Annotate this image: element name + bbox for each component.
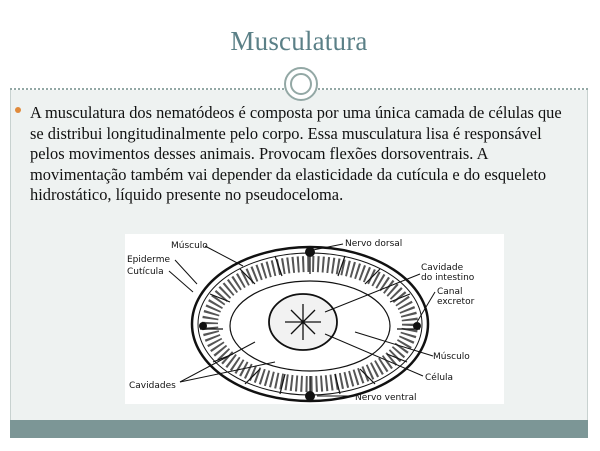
excretory-canal-left: [199, 322, 207, 330]
label-nervo-ventral: Nervo ventral: [355, 393, 417, 403]
bullet-paragraph: [30, 103, 570, 206]
dorsal-nerve: [305, 247, 315, 257]
ventral-nerve: [305, 391, 315, 401]
label-cavidades: Cavidades: [129, 381, 176, 391]
excretory-canal-right: [413, 322, 421, 330]
label-nervo-dorsal: Nervo dorsal: [345, 239, 403, 249]
cross-section-diagram: [125, 234, 504, 404]
slide-title: Musculatura: [230, 26, 368, 56]
label-epiderme: Epiderme: [127, 255, 170, 265]
paragraph-text: A musculatura dos nematódeos é composta por uma única camada de células que se distribui longitudinalmente pelo corpo. Essa musculatura lisa é responsável pelos movimentos desses animais. Provocam flexões dorsoventrais. A movimentação também vai depender da elasticidade da cutícula e do esqueleto hidrostático, líquido presente no pseudoceloma.: [30, 103, 562, 204]
bullet-icon: [15, 107, 21, 113]
label-celula: Célula: [425, 373, 454, 383]
label-cavidade-intestino-1: Cavidade: [421, 263, 464, 273]
label-musculo-right: Músculo: [433, 352, 470, 362]
label-musculo-top: Músculo: [171, 241, 208, 251]
title-ring-ornament: [284, 67, 318, 101]
footer-bar: [10, 420, 588, 438]
label-canal-excretor-1: Canal: [437, 287, 463, 297]
nematode-cross-section-figure: [125, 234, 504, 404]
label-cuticula: Cutícula: [127, 267, 164, 277]
label-canal-excretor-2: excretor: [437, 297, 475, 307]
label-cavidade-intestino-2: do intestino: [421, 273, 475, 283]
